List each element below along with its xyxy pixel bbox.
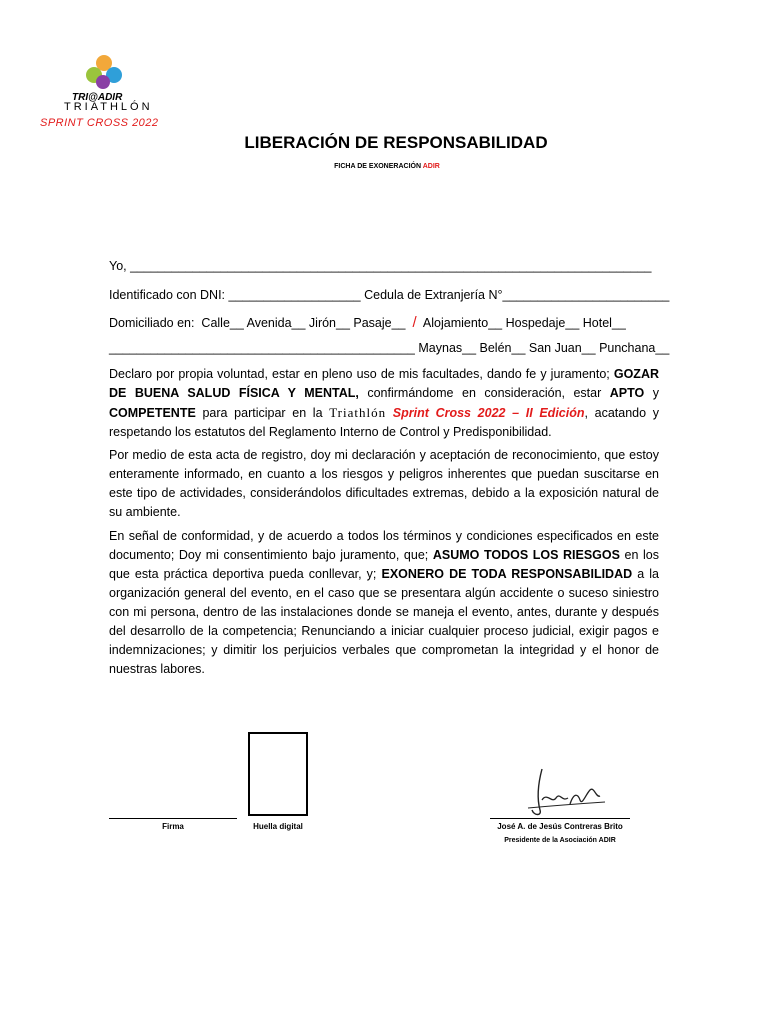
p1-event-name: Sprint Cross 2022 – II Edición bbox=[392, 406, 585, 420]
cedula-field[interactable]: ________________________ bbox=[502, 288, 670, 302]
p1-text-e: y bbox=[652, 386, 660, 400]
fingerprint-label: Huella digital bbox=[253, 822, 303, 831]
president-signature-icon bbox=[520, 764, 610, 819]
subtitle-prefix: FICHA DE EXONERACIÓN bbox=[334, 163, 422, 170]
p3-text-a: En señal de conformidad, y de acuerdo a todos los términos y condiciones especificados en este documento; Doy mi consentimiento bajo juramento, que; bbox=[109, 529, 659, 562]
domicile-label: Domiciliado en: bbox=[109, 316, 195, 330]
street-options[interactable]: Calle__ Avenida__ Jirón__ Pasaje__ bbox=[201, 316, 406, 330]
address-line bbox=[109, 341, 669, 355]
p3-text-c: en los que esta práctica deportiva pueda conllevar, y; bbox=[109, 548, 660, 581]
lodging-options[interactable]: Alojamiento__ Hospedaje__ Hotel__ bbox=[422, 316, 626, 330]
paragraph-consent bbox=[109, 527, 659, 679]
logo-name: TRIATHLÓN bbox=[64, 101, 153, 113]
logo-brand: TRI@ADIR bbox=[72, 92, 123, 103]
name-line[interactable]: Yo, ___________________________________________________________________________ bbox=[109, 259, 652, 273]
p1-apto: APTO bbox=[609, 386, 645, 400]
logo-circles-icon bbox=[84, 55, 124, 91]
president-signature-line bbox=[490, 818, 630, 819]
domicile-line bbox=[109, 314, 626, 331]
logo-subtitle: SPRINT CROSS 2022 bbox=[40, 117, 159, 129]
dni-field[interactable]: ___________________ bbox=[228, 288, 361, 302]
p3-assume-risks: ASUMO TODOS LOS RIESGOS bbox=[432, 548, 620, 562]
p1-text-a: Declaro por propia voluntad, estar en pleno uso de mis facultades, dando fe y juramento; bbox=[109, 367, 610, 381]
p1-text-g: para participar en la bbox=[202, 406, 323, 420]
p3-exonerate: EXONERO DE TODA RESPONSABILIDAD bbox=[381, 567, 633, 581]
district-options[interactable]: Maynas__ Belén__ San Juan__ Punchana__ bbox=[418, 341, 670, 355]
p1-health: GOZAR DE BUENA SALUD FÍSICA Y MENTAL, bbox=[109, 367, 659, 400]
p1-competente: COMPETENTE bbox=[109, 406, 196, 420]
fingerprint-box[interactable] bbox=[248, 732, 308, 816]
paragraph-declaration bbox=[109, 365, 659, 442]
subtitle-highlight: ADIR bbox=[422, 163, 440, 170]
event-logo bbox=[40, 55, 190, 135]
paragraph-risks: Por medio de esta acta de registro, doy mi declaración y aceptación de reconocimiento, que estoy enteramente informado, en cuanto a los riesgos y peligros inherentes que puedan suscitarse en este tipo de actividades, considerándolos dificultades extremas, debido a la exposición natural de su ambiente. bbox=[109, 448, 659, 519]
p1-text-c: confirmándome en consideración, estar bbox=[367, 386, 602, 400]
signature-line[interactable] bbox=[109, 818, 237, 819]
document-subtitle bbox=[0, 163, 768, 170]
p1-triathlon: Triathlón bbox=[329, 405, 387, 420]
id-line bbox=[109, 288, 669, 302]
president-name: José A. de Jesús Contreras Brito bbox=[497, 822, 623, 831]
signature-label: Firma bbox=[162, 822, 184, 831]
document-title bbox=[0, 133, 768, 153]
p1-text-j: , acatando y respetando los estatutos del Reglamento Interno de Control y Predisponibilidad. bbox=[109, 406, 659, 439]
p3-text-e: a la organización general del evento, en el caso que se presentara algún accidente o suceso siniestro con mi persona, dentro de las instalaciones donde se maneja el evento, antes, durante y después del desarrollo de la competencia; Renunciando a iniciar cualquier proceso judicial, exigir pagos e indemnizaciones; y dimitir los perjuicios verbales que comprometan la integridad y el honor de nuestras labores. bbox=[109, 567, 659, 676]
president-title: Presidente de la Asociación ADIR bbox=[504, 837, 616, 844]
dni-label: Identificado con DNI: bbox=[109, 288, 226, 302]
address-field[interactable]: ____________________________________________ bbox=[109, 341, 415, 355]
cedula-label: Cedula de Extranjería N° bbox=[364, 288, 503, 302]
title-text: LIBERACIÓN DE RESPONSABILIDAD bbox=[244, 133, 548, 152]
separator-slash: / bbox=[412, 314, 417, 331]
